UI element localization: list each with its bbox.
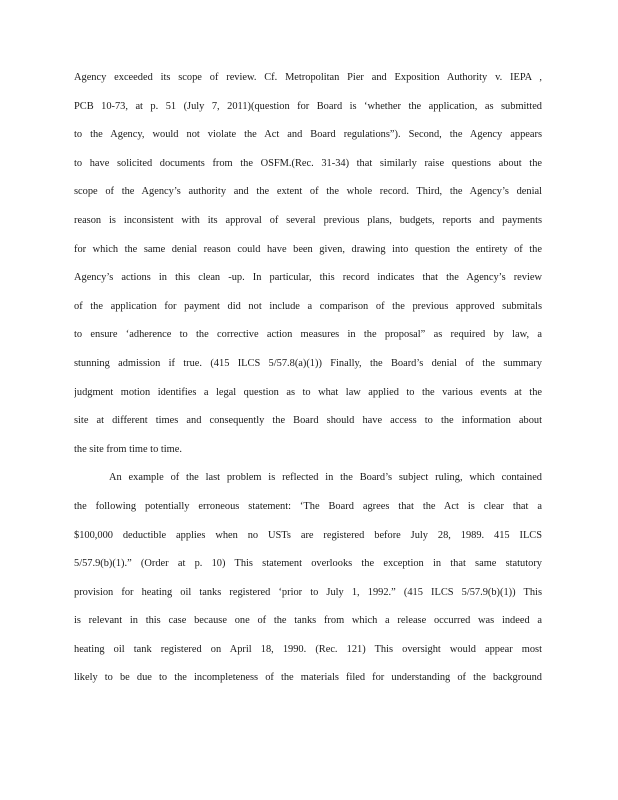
text-line: the following potentially erroneous statement: ‘The Board agrees that the Act is clear that a	[74, 500, 542, 512]
text-line: of the application for payment did not include a comparison of the previous approved submitals	[74, 300, 542, 312]
text-line: stunning admission if true. (415 ILCS 5/57.8(a)(1)) Finally, the Board’s denial of the summary	[74, 357, 542, 369]
text-line: to have solicited documents from the OSFM.(Rec. 31-34) that similarly raise questions about the	[74, 157, 542, 169]
text-line: likely to be due to the incompleteness of the materials filed for understanding of the background	[74, 672, 542, 684]
text-line: heating oil tank registered on April 18, 1990. (Rec. 121) This oversight would appear most	[74, 643, 542, 655]
text-line: Agency exceeded its scope of review. Cf. Metropolitan Pier and Exposition Authority v. IEPA ,	[74, 72, 542, 83]
text-line: reason is inconsistent with its approval of several previous plans, budgets, reports and payments	[74, 214, 542, 226]
text-line: Agency’s actions in this clean -up. In particular, this record indicates that the Agency’s review	[74, 272, 542, 284]
text-line: site at different times and consequently the Board should have access to the information about	[74, 415, 542, 427]
body-text	[74, 68, 542, 697]
text-line: provision for heating oil tanks registered ‘prior to July 1, 1992.” (415 ILCS 5/57.9(b)(1)) This	[74, 586, 542, 598]
paragraph-first-line: An example of the last problem is reflected in the Board’s subject ruling, which contained	[109, 472, 542, 484]
text-line: to ensure ‘adherence to the corrective action measures in the proposal” as required by law, a	[74, 329, 542, 341]
text-line: 5/57.9(b)(1).” (Order at p. 10) This statement overlooks the exception in that same statutory	[74, 558, 542, 570]
text-line: PCB 10-73, at p. 51 (July 7, 2011)(question for Board is ‘whether the application, as submitted	[74, 100, 542, 112]
text-line: $100,000 deductible applies when no USTs are registered before July 28, 1989. 415 ILCS	[74, 529, 542, 541]
text-line: scope of the Agency’s authority and the extent of the whole record. Third, the Agency’s denial	[74, 186, 542, 198]
text-line: for which the same denial reason could have been given, drawing into question the entirety of the	[74, 243, 542, 255]
text-line: is relevant in this case because one of the tanks from which a release occurred was indeed a	[74, 615, 542, 627]
text-line: judgment motion identifies a legal question as to what law applied to the various events at the	[74, 386, 542, 398]
text-line: to the Agency, would not violate the Act and Board regulations”). Second, the Agency appears	[74, 129, 542, 141]
text-line: the site from time to time.	[74, 443, 182, 455]
